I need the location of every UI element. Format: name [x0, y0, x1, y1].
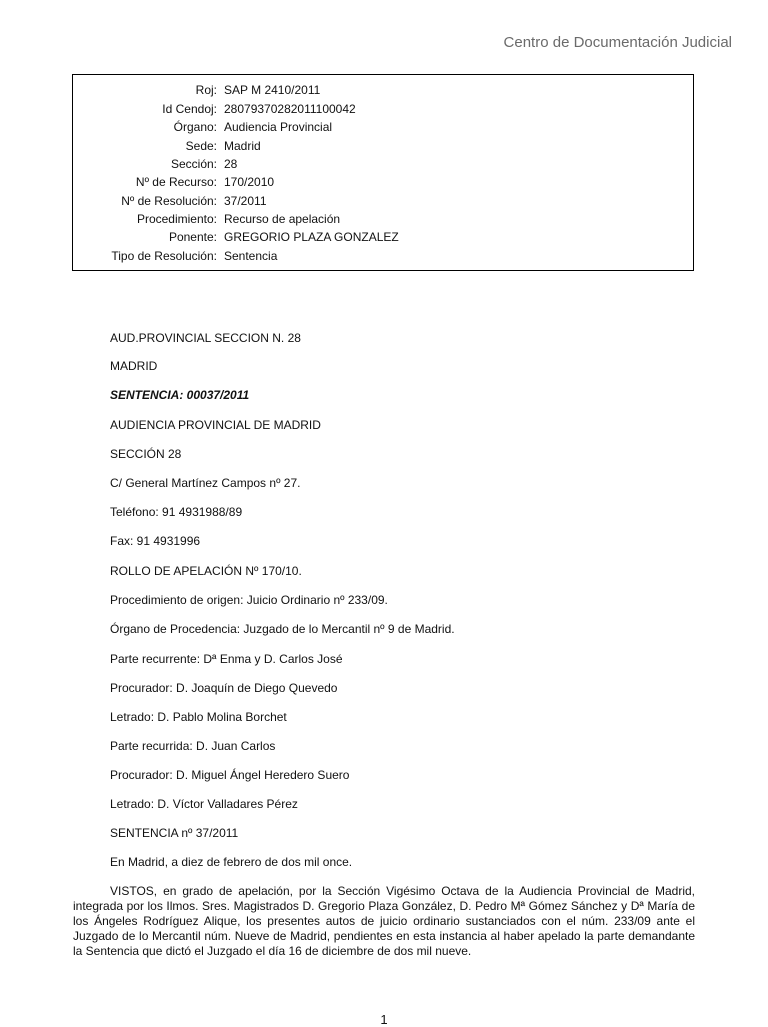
court-name: AUD.PROVINCIAL SECCION N. 28 [110, 331, 301, 345]
organo-procedencia: Órgano de Procedencia: Juzgado de lo Mercantil nº 9 de Madrid. [110, 622, 455, 636]
page-number: 1 [380, 1012, 388, 1027]
procedimiento-origen: Procedimiento de origen: Juicio Ordinario nº 233/09. [110, 593, 388, 607]
sentencia-number: SENTENCIA nº 37/2011 [110, 826, 239, 840]
metadata-label: Tipo de Resolución: [111, 249, 217, 263]
letrado-recurrida: Letrado: D. Víctor Valladares Pérez [110, 797, 298, 811]
court-address: C/ General Martínez Campos nº 27. [110, 476, 301, 490]
letrado-recurrente: Letrado: D. Pablo Molina Borchet [110, 710, 287, 724]
metadata-value: GREGORIO PLAZA GONZALEZ [224, 230, 399, 244]
metadata-label: Sede: [185, 138, 217, 153]
metadata-value: 28 [224, 156, 238, 171]
metadata-label: Nº de Resolución: [121, 193, 217, 208]
metadata-label: Ponente: [168, 230, 217, 244]
sentencia-heading: SENTENCIA: 00037/2011 [110, 388, 250, 402]
parte-recurrida: Parte recurrida: D. Juan Carlos [110, 739, 276, 753]
metadata-value: 170/2010 [224, 175, 275, 189]
metadata-value: SAP M 2410/2011 [224, 83, 321, 97]
metadata-label: Procedimiento: [136, 211, 217, 226]
metadata-value: Audiencia Provincial [224, 120, 333, 134]
metadata-value: Madrid [224, 138, 261, 153]
metadata-label: Órgano: [173, 120, 217, 134]
metadata-label: Roj: [195, 83, 217, 97]
court-fax: Fax: 91 4931996 [110, 534, 201, 548]
rollo-apelacion: ROLLO DE APELACIÓN Nº 170/10. [110, 564, 302, 578]
procurador-recurrente: Procurador: D. Joaquín de Diego Quevedo [110, 681, 338, 695]
metadata-label: Nº de Recurso: [135, 175, 217, 189]
metadata-value: Recurso de apelación [224, 211, 341, 226]
city-name: MADRID [110, 359, 158, 373]
court-phone: Teléfono: 91 4931988/89 [110, 505, 243, 519]
fecha-line: En Madrid, a diez de febrero de dos mil once. [110, 855, 353, 869]
metadata-value: 37/2011 [224, 193, 267, 208]
metadata-label: Id Cendoj: [162, 101, 217, 116]
parte-recurrente: Parte recurrente: Dª Enma y D. Carlos José [110, 652, 343, 666]
document-center-title: Centro de Documentación Judicial [503, 34, 732, 51]
procurador-recurrida: Procurador: D. Miguel Ángel Heredero Suero [110, 768, 350, 782]
audiencia-name: AUDIENCIA PROVINCIAL DE MADRID [110, 418, 321, 432]
metadata-value: Sentencia [224, 249, 278, 263]
metadata-box [72, 74, 694, 271]
seccion-name: SECCIÓN 28 [110, 447, 182, 461]
vistos-paragraph: VISTOS, en grado de apelación, por la Sección Vigésimo Octava de la Audiencia Provincial de Madrid, integrada por los Ilmos. Sres. Magistrados D. Gregorio Plaza González, D. Pedro Mª Gómez Sánchez y Dª María de los Ángeles Rodríguez Alique, los presentes autos de juicio ordinario sustanciados con el núm. 233/09 ante el Juzgado de lo Mercantil núm. Nueve de Madrid, pendientes en esta instancia al haber apelado la parte demandante la Sentencia que dictó el Juzgado el día 16 de diciembre de dos mil nueve. [73, 884, 695, 958]
metadata-value: 28079370282011100042 [224, 101, 356, 116]
metadata-label: Sección: [170, 156, 217, 171]
